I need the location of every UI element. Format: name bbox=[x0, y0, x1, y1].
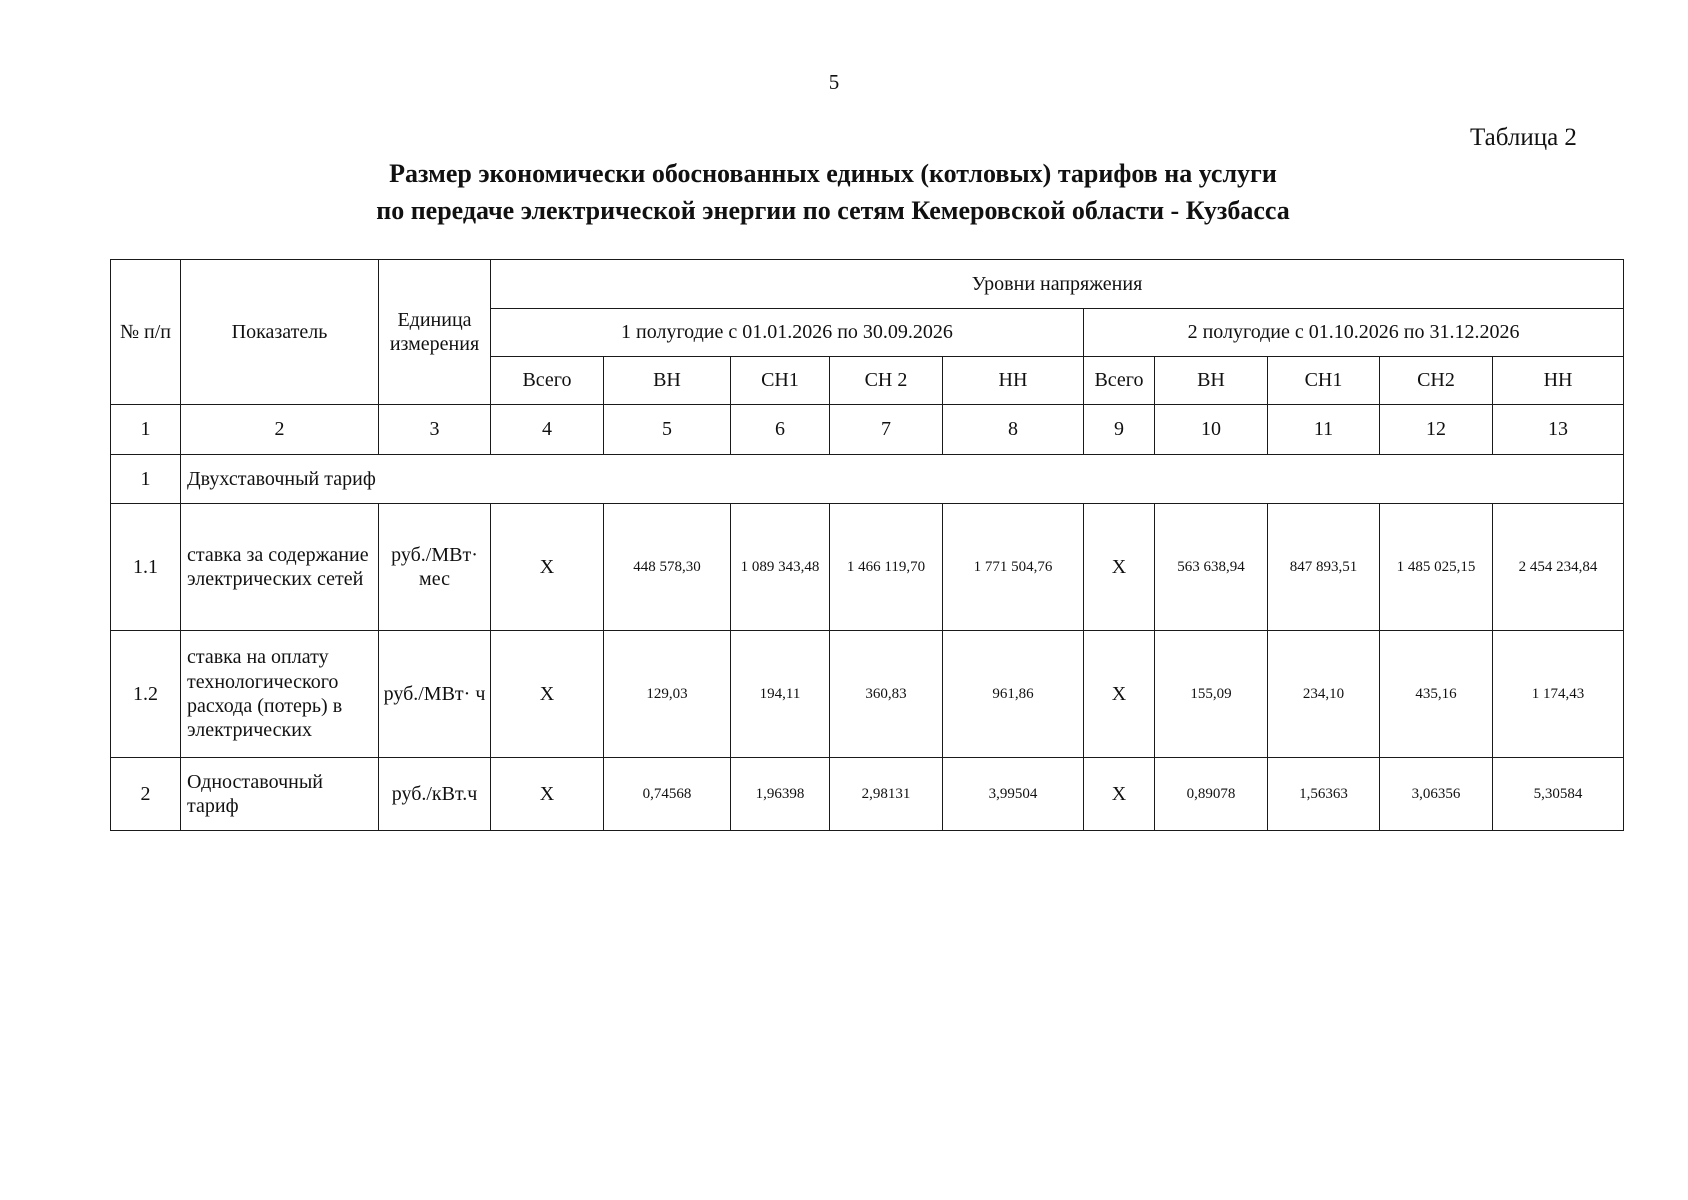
column-number: 4 bbox=[491, 405, 604, 455]
cell-value: 1,96398 bbox=[731, 758, 830, 831]
cell-value: 0,89078 bbox=[1155, 758, 1268, 831]
column-number: 9 bbox=[1084, 405, 1155, 455]
column-number: 6 bbox=[731, 405, 830, 455]
title-line-2: по передаче электрической энергии по сетям Кемеровской области - Кузбасса bbox=[376, 196, 1290, 226]
section-label: Двухставочный тариф bbox=[181, 455, 1624, 504]
cell-value: 360,83 bbox=[830, 631, 943, 758]
cell-value: 194,11 bbox=[731, 631, 830, 758]
header-h1-sn2: СН 2 bbox=[830, 357, 943, 405]
column-number: 11 bbox=[1268, 405, 1380, 455]
cell-value: Х bbox=[491, 631, 604, 758]
cell-value: 2 454 234,84 bbox=[1493, 504, 1624, 631]
page-number: 5 bbox=[828, 70, 840, 94]
cell-value: 3,99504 bbox=[943, 758, 1084, 831]
column-number: 1 bbox=[111, 405, 181, 455]
cell-value: 155,09 bbox=[1155, 631, 1268, 758]
cell-value: 1 771 504,76 bbox=[943, 504, 1084, 631]
column-number: 3 bbox=[379, 405, 491, 455]
row-unit: руб./МВт· мес bbox=[379, 504, 491, 631]
cell-value: 234,10 bbox=[1268, 631, 1380, 758]
row-num: 1.2 bbox=[111, 631, 181, 758]
cell-value: 1 466 119,70 bbox=[830, 504, 943, 631]
header-row-1 bbox=[111, 260, 1624, 309]
header-unit: Единица измерения bbox=[379, 260, 491, 405]
header-h2-vn: ВН bbox=[1155, 357, 1268, 405]
header-h1-sn1: СН1 bbox=[731, 357, 830, 405]
cell-value: 3,06356 bbox=[1380, 758, 1493, 831]
column-number: 5 bbox=[604, 405, 731, 455]
cell-value: Х bbox=[491, 504, 604, 631]
section-row-two-rate bbox=[111, 455, 1624, 504]
header-half-2: 2 полугодие с 01.10.2026 по 31.12.2026 bbox=[1084, 309, 1624, 357]
header-half-1: 1 полугодие с 01.01.2026 по 30.09.2026 bbox=[491, 309, 1084, 357]
row-indicator: ставка на оплату технологического расхода (потерь) в электрических bbox=[181, 631, 379, 758]
header-h2-sn2: СН2 bbox=[1380, 357, 1493, 405]
column-number: 2 bbox=[181, 405, 379, 455]
row-indicator: ставка за содержание электрических сетей bbox=[181, 504, 379, 631]
cell-value: Х bbox=[491, 758, 604, 831]
table-row bbox=[111, 631, 1624, 758]
cell-value: 2,98131 bbox=[830, 758, 943, 831]
column-number: 7 bbox=[830, 405, 943, 455]
cell-value: 1,56363 bbox=[1268, 758, 1380, 831]
header-h2-total: Всего bbox=[1084, 357, 1155, 405]
cell-value: 563 638,94 bbox=[1155, 504, 1268, 631]
cell-value: 435,16 bbox=[1380, 631, 1493, 758]
cell-value: 847 893,51 bbox=[1268, 504, 1380, 631]
cell-value: Х bbox=[1084, 504, 1155, 631]
row-unit: руб./кВт.ч bbox=[379, 758, 491, 831]
row-unit: руб./МВт· ч bbox=[379, 631, 491, 758]
document-title bbox=[300, 155, 1366, 230]
cell-value: 1 485 025,15 bbox=[1380, 504, 1493, 631]
header-h1-total: Всего bbox=[491, 357, 604, 405]
cell-value: 1 174,43 bbox=[1493, 631, 1624, 758]
cell-value: Х bbox=[1084, 631, 1155, 758]
header-h2-nn: НН bbox=[1493, 357, 1624, 405]
column-number: 12 bbox=[1380, 405, 1493, 455]
cell-value: Х bbox=[1084, 758, 1155, 831]
cell-value: 5,30584 bbox=[1493, 758, 1624, 831]
table-label: Таблица 2 bbox=[1470, 124, 1577, 151]
cell-value: 961,86 bbox=[943, 631, 1084, 758]
column-number-row bbox=[111, 405, 1624, 455]
table-row bbox=[111, 504, 1624, 631]
row-num: 2 bbox=[111, 758, 181, 831]
header-voltage-levels: Уровни напряжения bbox=[491, 260, 1624, 309]
tariff-table bbox=[110, 259, 1624, 831]
title-line-1: Размер экономически обоснованных единых (котловых) тарифов на услуги bbox=[389, 159, 1277, 188]
header-h1-vn: ВН bbox=[604, 357, 731, 405]
cell-value: 129,03 bbox=[604, 631, 731, 758]
header-num: № п/п bbox=[111, 260, 181, 405]
table-row bbox=[111, 758, 1624, 831]
row-indicator: Одноставочный тариф bbox=[181, 758, 379, 831]
column-number: 13 bbox=[1493, 405, 1624, 455]
cell-value: 0,74568 bbox=[604, 758, 731, 831]
header-h1-nn: НН bbox=[943, 357, 1084, 405]
row-num: 1 bbox=[111, 455, 181, 504]
row-num: 1.1 bbox=[111, 504, 181, 631]
cell-value: 448 578,30 bbox=[604, 504, 731, 631]
column-number: 8 bbox=[943, 405, 1084, 455]
cell-value: 1 089 343,48 bbox=[731, 504, 830, 631]
column-number: 10 bbox=[1155, 405, 1268, 455]
header-h2-sn1: СН1 bbox=[1268, 357, 1380, 405]
header-indicator: Показатель bbox=[181, 260, 379, 405]
